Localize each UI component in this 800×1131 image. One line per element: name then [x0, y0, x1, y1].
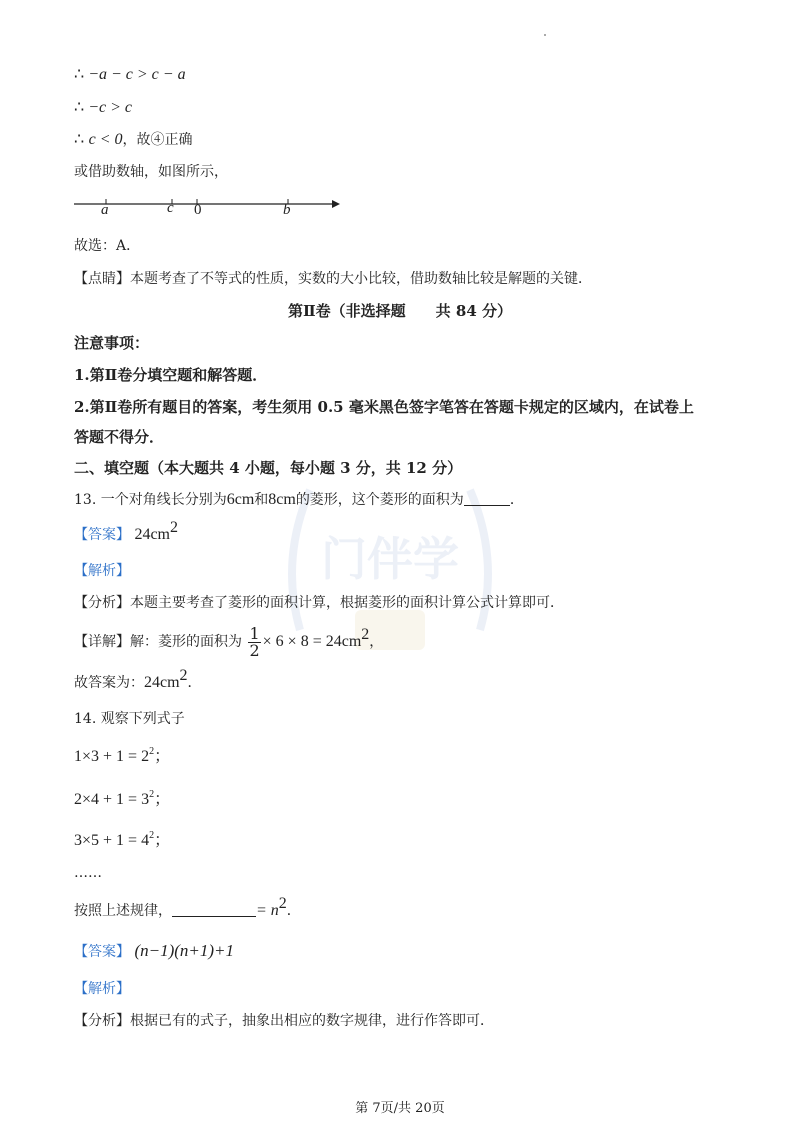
fraction-half: $\frac{1}{2}$	[249, 623, 260, 660]
dianjing-tag: 【点睛】	[74, 271, 130, 287]
q14-rule: 按照上述规律， = $n^2$．	[74, 895, 301, 919]
q13-final: 故答案为：$24cm^2$．	[74, 667, 202, 691]
notice-heading: 注意事项：	[74, 334, 150, 352]
conclusion: 故选：A．	[74, 238, 141, 254]
q14-fenxi: 【分析】根据已有的式子，抽象出相应的数字规律，进行作答即可．	[74, 1013, 494, 1029]
section-title: 第Ⅱ卷（非选择题 共 84 分）	[288, 302, 512, 320]
answer-blank	[464, 491, 510, 506]
notice-item-2: 2.第Ⅱ卷所有题目的答案，考生须用 0.5 毫米黑色签字笔答在答题卡规定的区域内，在试卷上	[74, 398, 694, 416]
question-13: 13. 一个对角线长分别为6cm和8cm的菱形，这个菱形的面积为 ．	[74, 491, 524, 508]
q13-fenxi: 【分析】本题主要考查了菱形的面积计算，根据菱形的面积计算公式计算即可．	[74, 595, 564, 611]
numberline-intro: 或借助数轴，如图所示，	[74, 164, 228, 180]
corner-mark	[544, 34, 546, 36]
number-line-figure	[72, 190, 342, 224]
answer-tag: 【答案】	[74, 944, 130, 960]
q14-answer: 【答案】 (n−1)(n+1)+1	[74, 941, 235, 960]
q14-jiexi-tag: 【解析】	[74, 981, 130, 997]
answer-tag: 【答案】	[74, 527, 130, 543]
q14-eq-2: $2\times 4 + 1 = 3^2$；	[74, 789, 171, 808]
q14-dots: ……	[74, 865, 102, 881]
watermark-text: 门伴学	[321, 532, 459, 586]
q14-eq-3: $3\times 5 + 1 = 4^2$；	[74, 830, 171, 849]
part-heading: 二、填空题（本大题共 4 小题，每小题 3 分，共 12 分）	[74, 459, 463, 477]
notice-item-1: 1.第Ⅱ卷分填空题和解答题．	[74, 366, 268, 384]
dianjing-line	[74, 270, 592, 288]
q13-jiexi-tag: 【解析】	[74, 563, 130, 579]
numberline-label-b: b	[283, 202, 291, 218]
step-line-3: ∴ c < 0，故④正确	[74, 131, 193, 148]
q13-xiangjie: 【详解】解：菱形的面积为 $\frac{1}{2}$ × $6 \times 8 = 24cm^2$，	[74, 623, 384, 660]
page-footer: 第 7页/共 20页	[355, 1101, 445, 1116]
notice-item-2-cont: 答题不得分．	[74, 428, 165, 446]
numberline-label-c: c	[167, 200, 174, 216]
question-14: 14. 观察下列式子	[74, 711, 185, 727]
numberline-label-a: a	[101, 202, 109, 218]
step-line-2: ∴ −c > c	[74, 99, 132, 116]
step-line-1: ∴ −a − c > c − a	[74, 66, 186, 83]
q13-answer: 【答案】 $24cm^2$	[74, 519, 178, 543]
dianjing-text: 本题考查了不等式的性质，实数的大小比较，借助数轴比较是解题的关键．	[130, 271, 592, 287]
answer-blank	[172, 902, 256, 917]
numberline-label-zero: 0	[194, 202, 202, 218]
q14-eq-1: $1\times 3 + 1 = 2^2$；	[74, 746, 171, 765]
